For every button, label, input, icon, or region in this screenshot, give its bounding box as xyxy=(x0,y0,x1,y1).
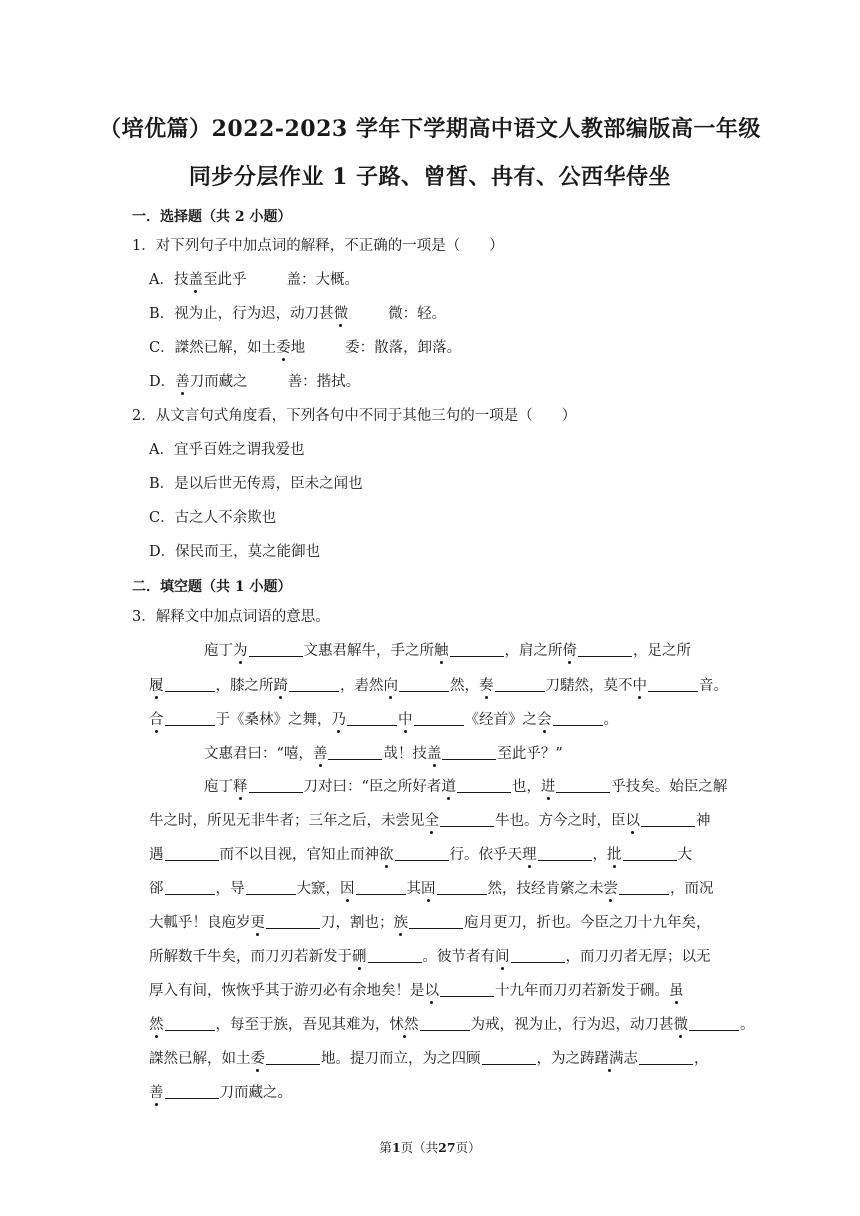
text-segment: ，膝之所 xyxy=(215,678,274,694)
text-segment: 文惠君曰：“嘻， xyxy=(204,746,313,762)
answer-blank[interactable] xyxy=(249,778,303,793)
text-segment: 页（共 xyxy=(400,1140,439,1155)
text-segment: ， xyxy=(592,847,607,863)
text-segment: 大軱乎！良庖岁 xyxy=(149,915,251,931)
text-segment: 文惠君解牛，手之所 xyxy=(303,643,434,659)
emphasis-dot-char: 为 xyxy=(233,643,248,659)
answer-blank[interactable] xyxy=(450,642,504,657)
text-segment: 刀而藏之 xyxy=(189,374,248,390)
emphasis-dot-char: 释 xyxy=(233,779,248,795)
emphasis-dot-char: 盖 xyxy=(426,746,442,762)
passage-line-12 xyxy=(149,1016,755,1034)
emphasis-dot-char: 盖 xyxy=(188,272,203,288)
text-segment: 第 xyxy=(379,1140,392,1155)
answer-blank[interactable] xyxy=(165,846,219,861)
text-segment: 庖月更刀，折也。今臣之刀十九年矣， xyxy=(464,915,711,931)
text-segment: 而不以目视，官知止而神 xyxy=(219,847,379,863)
question-2-option-a: A．宜乎百姓之谓我爱也 xyxy=(149,442,305,458)
text-segment: 刀对曰：“臣之所好者 xyxy=(303,779,442,795)
text-segment: A．技 xyxy=(149,272,189,288)
text-segment: 为戒，视为止，行为迟，动刀甚 xyxy=(470,1017,674,1033)
text-segment: 至此乎？” xyxy=(497,746,563,762)
passage-line-4 xyxy=(204,745,563,763)
emphasis-dot-char: 理 xyxy=(522,847,537,863)
emphasis-dot-char: 微 xyxy=(333,306,349,322)
passage-line-1 xyxy=(204,642,691,660)
question-2-stem: 2．从文言句式角度看，下列各句中不同于其他三句的一项是（ ） xyxy=(132,408,577,424)
emphasis-dot-char: 委 xyxy=(276,340,291,356)
page-number: 1 xyxy=(391,1140,401,1155)
answer-blank[interactable] xyxy=(437,880,487,895)
emphasis-dot-char: 善 xyxy=(149,1085,164,1101)
text-segment: 地。提刀而立，为之 xyxy=(321,1051,452,1067)
passage-line-11 xyxy=(149,982,684,1000)
text-segment: 然， xyxy=(450,678,479,694)
answer-blank[interactable] xyxy=(495,677,545,692)
text-segment: 神 xyxy=(696,813,711,829)
text-segment: ，为之 xyxy=(536,1051,580,1067)
answer-blank[interactable] xyxy=(553,711,603,726)
emphasis-dot-char: 乃 xyxy=(331,712,346,728)
text-segment: 盖：大概。 xyxy=(286,272,359,288)
answer-blank[interactable] xyxy=(420,1016,470,1031)
answer-blank[interactable] xyxy=(246,880,296,895)
answer-blank[interactable] xyxy=(165,677,215,692)
answer-blank[interactable] xyxy=(289,677,339,692)
text-segment: 《经首》之 xyxy=(464,712,537,728)
question-1-stem: 1．对下列句子中加点词的解释，不正确的一项是（ ） xyxy=(132,238,504,254)
passage-line-13 xyxy=(149,1050,709,1068)
answer-blank[interactable] xyxy=(689,1016,739,1031)
emphasis-dot-char: 进 xyxy=(540,779,556,795)
emphasis-dot-char: 更 xyxy=(250,915,265,931)
emphasis-dot-char: 中 xyxy=(398,712,413,728)
text-segment: 所解数千牛矣，而刀刃若新发于 xyxy=(149,949,352,965)
answer-blank[interactable] xyxy=(409,914,463,929)
answer-blank[interactable] xyxy=(641,812,695,827)
emphasis-dot-char: 全 xyxy=(424,813,439,829)
passage-line-6 xyxy=(149,812,711,830)
text-segment: 厚入有间，恢恢乎其于游刃必有余地矣！是 xyxy=(149,983,425,999)
text-segment: 于《桑林》之舞， xyxy=(215,712,332,728)
text-segment: ，砉然 xyxy=(340,678,384,694)
text-segment: ，足之所 xyxy=(633,643,691,659)
emphasis-dot-char: 善 xyxy=(175,374,190,390)
answer-blank[interactable] xyxy=(482,1050,536,1065)
text-segment: D． xyxy=(149,374,176,390)
text-segment: ，每至于族，吾见其难为， xyxy=(215,1017,390,1033)
text-segment: 郤 xyxy=(149,881,164,897)
text-segment: 大 xyxy=(677,847,692,863)
answer-blank[interactable] xyxy=(511,948,565,963)
text-segment: 微：轻。 xyxy=(388,306,447,322)
answer-blank[interactable] xyxy=(578,642,632,657)
answer-blank[interactable] xyxy=(165,880,215,895)
emphasis-dot-char: 族 xyxy=(393,915,408,931)
passage-line-14 xyxy=(149,1084,292,1102)
text-segment: ，肩之所 xyxy=(504,643,563,659)
passage-line-2 xyxy=(149,677,728,695)
emphasis-dot-char: 合 xyxy=(149,712,164,728)
answer-blank[interactable] xyxy=(648,677,698,692)
answer-blank[interactable] xyxy=(266,914,320,929)
text-segment: 哉！技 xyxy=(383,746,427,762)
text-segment: 謋然已解，如土 xyxy=(149,1051,251,1067)
text-segment: C．謋然已解，如土 xyxy=(149,340,277,356)
text-segment: ，而刀刃者无厚；以无 xyxy=(565,949,711,965)
text-segment: 然，技经肯綮之未 xyxy=(487,881,604,897)
text-segment: ，导 xyxy=(215,881,245,897)
text-segment: 也， xyxy=(511,779,541,795)
text-segment: 委：散落，卸落。 xyxy=(345,340,462,356)
emphasis-dot-char: 尝 xyxy=(603,881,618,897)
emphasis-dot-char: 委 xyxy=(250,1051,265,1067)
text-segment: 庖丁 xyxy=(204,643,233,659)
emphasis-dot-char: 硎 xyxy=(352,949,367,965)
passage-line-5 xyxy=(204,778,727,796)
text-segment: 。彼节者有 xyxy=(422,949,495,965)
text-segment: 遇 xyxy=(149,847,164,863)
emphasis-dot-char: 微 xyxy=(673,1017,688,1033)
text-segment: 牛之时，所见无非牛者；三年之后，未尝见 xyxy=(149,813,425,829)
text-segment: 刀騞然，莫不 xyxy=(545,678,633,694)
emphasis-dot-char: 虽 xyxy=(669,983,684,999)
answer-blank[interactable] xyxy=(440,812,494,827)
text-segment: 四顾 xyxy=(451,1051,481,1067)
text-segment: 行。依乎天 xyxy=(449,847,522,863)
document-title-line2: 同步分层作业 1 子路、曾皙、冉有、公西华侍坐 xyxy=(188,164,672,190)
text-segment: ，而况 xyxy=(670,881,714,897)
answer-blank[interactable] xyxy=(347,711,397,726)
emphasis-dot-char: 会 xyxy=(537,712,552,728)
text-segment: 刀而藏之。 xyxy=(219,1085,292,1101)
emphasis-dot-char: 踌躇满志 xyxy=(580,1051,638,1067)
emphasis-dot-char: 固 xyxy=(421,881,436,897)
text-segment: 庖丁 xyxy=(204,779,233,795)
emphasis-dot-char: 道 xyxy=(441,779,456,795)
emphasis-dot-char: 中 xyxy=(632,678,647,694)
question-1-option-a xyxy=(149,271,359,289)
passage-line-9 xyxy=(149,914,711,932)
emphasis-dot-char: 以 xyxy=(625,813,640,829)
text-segment: ， xyxy=(694,1051,709,1067)
text-segment: 。 xyxy=(740,1017,755,1033)
emphasis-dot-char: 善 xyxy=(312,746,328,762)
emphasis-dot-char: 然 xyxy=(149,1017,164,1033)
answer-blank[interactable] xyxy=(399,677,449,692)
emphasis-dot-char: 向 xyxy=(383,678,398,694)
text-segment: 其 xyxy=(406,881,421,897)
emphasis-dot-char: 倚 xyxy=(562,643,577,659)
question-1-option-c xyxy=(149,339,461,357)
passage-line-3 xyxy=(149,711,618,729)
answer-blank[interactable] xyxy=(165,1016,215,1031)
emphasis-dot-char: 奏 xyxy=(479,678,494,694)
answer-blank[interactable] xyxy=(356,880,406,895)
emphasis-dot-char: 触 xyxy=(434,643,449,659)
answer-blank[interactable] xyxy=(368,948,422,963)
emphasis-dot-char: 踦 xyxy=(273,678,288,694)
answer-blank[interactable] xyxy=(165,711,215,726)
text-segment: 地 xyxy=(290,340,306,356)
question-2-option-b: B．是以后世无传焉，臣未之闻也 xyxy=(149,476,363,492)
answer-blank[interactable] xyxy=(440,982,494,997)
answer-blank[interactable] xyxy=(619,880,669,895)
answer-blank[interactable] xyxy=(639,1050,693,1065)
text-segment: B．视为止，行为迟，动刀甚 xyxy=(149,306,334,322)
text-segment: 大窾， xyxy=(296,881,340,897)
answer-blank[interactable] xyxy=(165,1084,219,1099)
question-1-option-d xyxy=(149,373,360,391)
page-total: 27 xyxy=(438,1140,456,1155)
text-segment: 乎技矣。始臣之解 xyxy=(611,779,728,795)
text-segment: 页） xyxy=(455,1140,481,1155)
passage-line-10 xyxy=(149,948,711,966)
emphasis-dot-char: 履 xyxy=(149,678,164,694)
answer-blank[interactable] xyxy=(556,778,610,793)
answer-blank[interactable] xyxy=(457,778,511,793)
emphasis-dot-char: 欲 xyxy=(379,847,394,863)
question-1-option-b xyxy=(149,305,446,323)
passage-line-8 xyxy=(149,880,714,898)
text-segment: 音。 xyxy=(699,678,728,694)
answer-blank[interactable] xyxy=(623,846,677,861)
answer-blank[interactable] xyxy=(249,642,303,657)
answer-blank[interactable] xyxy=(414,711,464,726)
emphasis-dot-char: 以 xyxy=(424,983,439,999)
emphasis-dot-char: 因 xyxy=(340,881,355,897)
text-segment: 善：揩拭。 xyxy=(287,374,361,390)
emphasis-dot-char: 批 xyxy=(607,847,622,863)
text-segment: 牛也。方今之时，臣 xyxy=(495,813,626,829)
page-footer xyxy=(0,1138,860,1156)
question-2-option-c: C．古之人不余欺也 xyxy=(149,510,277,526)
answer-blank[interactable] xyxy=(266,1050,320,1065)
passage-line-7 xyxy=(149,846,692,864)
emphasis-dot-char: 怵然 xyxy=(389,1017,419,1033)
answer-blank[interactable] xyxy=(328,745,382,760)
text-segment: 。 xyxy=(603,712,618,728)
answer-blank[interactable] xyxy=(442,745,496,760)
text-segment: 十九年而刀刃若新发于硎。 xyxy=(495,983,669,999)
text-segment: 刀，割也； xyxy=(321,915,394,931)
document-title-line1: （培优篇）2022-2023 学年下学期高中语文人教部编版高一年级 xyxy=(99,116,761,142)
answer-blank[interactable] xyxy=(538,846,592,861)
question-2-option-d: D．保民而王，莫之能御也 xyxy=(149,544,321,560)
section-heading-fill: 二．填空题（共 1 小题） xyxy=(132,579,292,595)
answer-blank[interactable] xyxy=(395,846,449,861)
question-3-stem: 3．解释文中加点词语的意思。 xyxy=(132,609,330,625)
text-segment: 至此乎 xyxy=(202,272,247,288)
emphasis-dot-char: 间 xyxy=(495,949,510,965)
section-heading-choice: 一．选择题（共 2 小题） xyxy=(132,209,292,225)
